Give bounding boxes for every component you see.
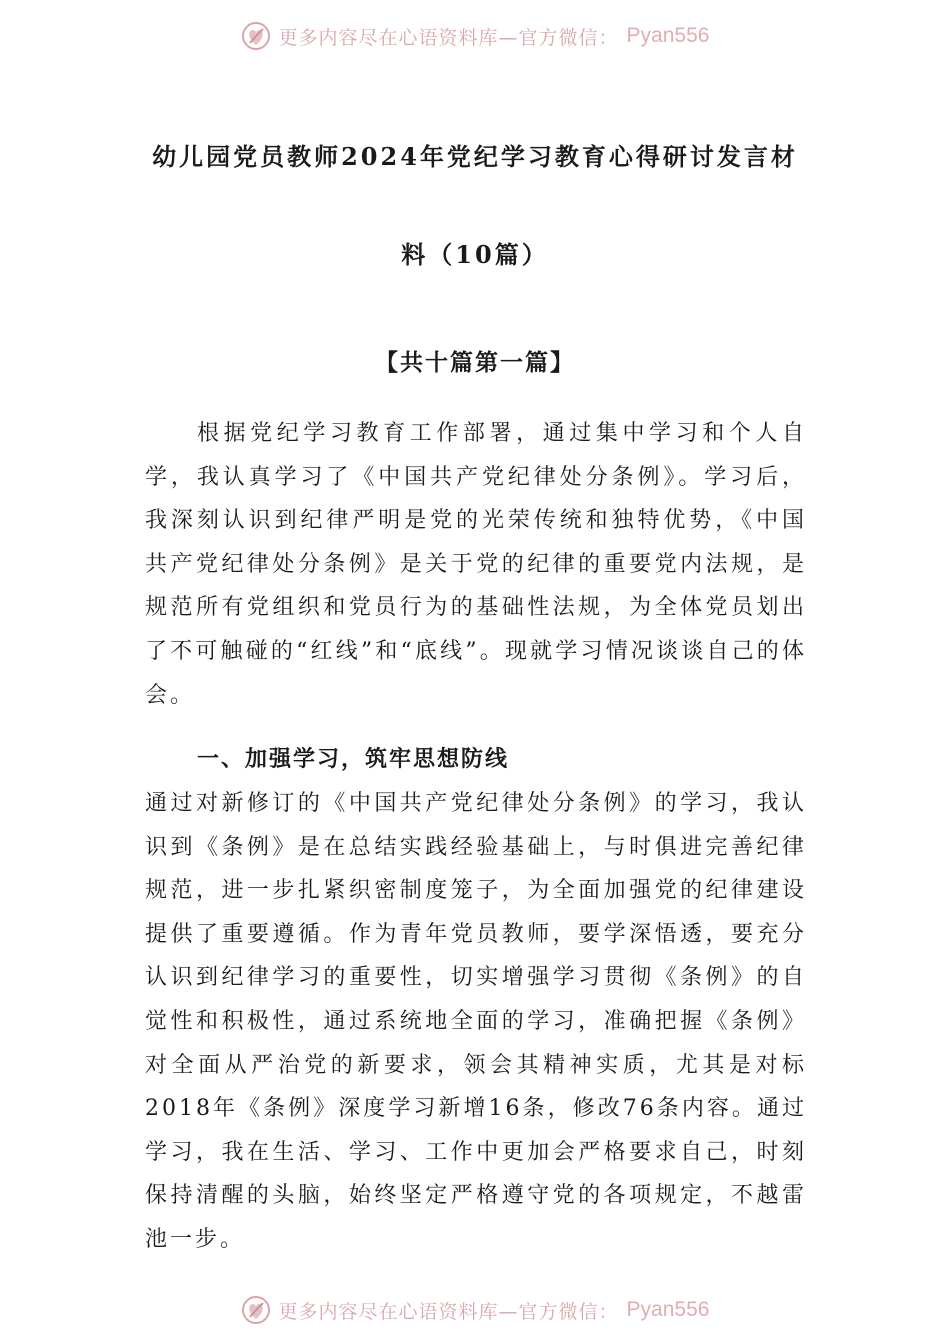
intro-paragraph: 根据党纪学习教育工作部署，通过集中学习和个人自学，我认真学习了《中国共产党纪律处分条例》。学习后，我深刻认识到纪律严明是党的光荣传统和独特优势，《中国共产党纪律处分条例》是关于党的纪律的重要党内法规，是规范所有党组织和党员行为的基础性法规，为全体党员划出了不可触碰的“红线”和“底线”。现就学习情况谈谈自己的体会。 — [145, 421, 807, 708]
document-title-line-2: 料（10篇） — [401, 240, 549, 269]
heart-leaf-logo-icon — [241, 21, 271, 51]
watermark-wechat-handle: Pyan556 — [626, 1298, 710, 1321]
watermark-wechat-handle: Pyan556 — [626, 24, 710, 47]
heart-leaf-logo-icon — [241, 1295, 271, 1325]
section-heading-1: 一、加强学习，筑牢思想防线 — [197, 746, 510, 772]
watermark-footer — [0, 1290, 950, 1330]
watermark-text: 更多内容尽在心语资料库—官方微信： — [278, 1300, 619, 1323]
section-label: 【共十篇第一篇】 — [375, 349, 575, 376]
document-title-line-1: 幼儿园党员教师2024年党纪学习教育心得研讨发言材 — [152, 142, 798, 171]
body-paragraph-1: 通过对新修订的《中国共产党纪律处分条例》的学习，我认识到《条例》是在总结实践经验基础上，与时俱进完善纪律规范，进一步扎紧织密制度笼子，为全面加强党的纪律建设提供了重要遵循。作为青年党员教师，要学深悟透，要充分认识到纪律学习的重要性，切实增强学习贯彻《条例》的自觉性和积极性，通过系统地全面的学习，准确把握《条例》对全面从严治党的新要求，领会其精神实质，尤其是对标2018年《条例》深度学习新增16条，修改76条内容。通过学习，我在生活、学习、工作中更加会严格要求自己，时刻保持清醒的头脑，始终坚定严格遵守党的各项规定，不越雷池一步。 — [145, 791, 807, 1252]
watermark-header — [0, 16, 950, 56]
watermark-text: 更多内容尽在心语资料库—官方微信： — [278, 26, 619, 49]
